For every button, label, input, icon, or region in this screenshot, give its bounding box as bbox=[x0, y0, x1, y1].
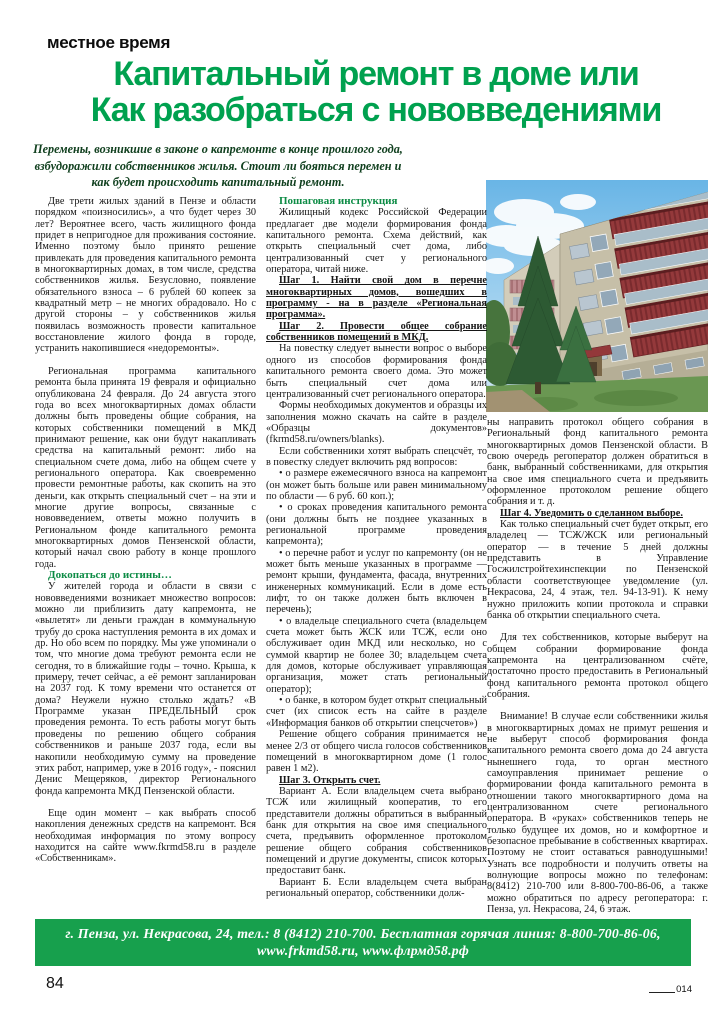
column-1 bbox=[35, 196, 256, 865]
building-photo-illustration bbox=[486, 180, 708, 412]
page-number-left: 84 bbox=[46, 975, 64, 992]
paragraph: Формы необходимых документов и образцы их заполнения можно скачать на сайте в разделе «Образцы документов» (fkrmd58.ru/owners/blanks). bbox=[266, 400, 487, 446]
contact-line-address-phone: г. Пенза, ул. Некрасова, 24, тел.: 8 (8412) 210-700. Бесплатная горячая линия: 8-800-700-86-06, bbox=[65, 926, 661, 941]
page-number-right bbox=[649, 984, 692, 995]
step-2-heading: Шаг 2. Провести общее собрание собственников помещений в МКД. bbox=[266, 320, 487, 344]
bullet-item: • о владельце специального счета (владельцем счета может быть ЖСК или ТСЖ, если оно обслуживает один МКД или несколько, но с суммой квартир не более 30; владельцем счета для домов, которые обслуживает управляющая организация, может стать региональный оператор); bbox=[266, 615, 487, 695]
article-title-line2: Как разобраться с нововведениями bbox=[90, 91, 662, 129]
step-4-heading: Шаг 4. Уведомить о сделанном выборе. bbox=[500, 507, 683, 519]
column-3 bbox=[487, 417, 708, 915]
bullet-item: • о размере ежемесячного взноса на капремонт (он может быть больше или равен минимальному по области — 6 руб. 60 коп.); bbox=[266, 468, 487, 502]
contact-line-websites: www.frkmd58.ru, www.флрмд58.рф bbox=[257, 943, 469, 958]
step-1-heading: Шаг 1. Найти свой дом в перечне многоквартирных домов, вошедших в программу - на в разделе «Региональная программа». bbox=[266, 275, 487, 321]
section-kicker: местное время bbox=[47, 33, 171, 52]
section-heading-investigation: Докопаться до истины… bbox=[48, 569, 172, 581]
step-3-heading: Шаг 3. Открыть счет. bbox=[279, 774, 381, 786]
paragraph: Вариант Б. Если владельцем счета выбран региональный оператор, собственники долж- bbox=[266, 876, 487, 899]
paragraph: Если собственники хотят выбрать спецсчёт, то в повестку следует включить ряд вопросов: bbox=[266, 445, 487, 468]
page-number-rule bbox=[649, 992, 675, 993]
contact-info-bar bbox=[35, 919, 691, 966]
paragraph: Две трети жилых зданий в Пензе и области порядком «поизносились», а что будет через 30 лет? Вероятнее всего, часть жилищного фонда придет в непригодное для проживания состояние. Именно поэтому было принято решение привлекать для проведения капитального ремонта в многоквартирных домах, в том числе, средства собственников жилья. Безусловно, появление обязательного взноса – 6 рублей 60 копеек за квадратный метр – не многих обрадовало. Но с другой стороны – у собственников жилья появилась возможность провести капитальное восстановление жилого фонда в городе, устранить накопившиеся «недоремонты». bbox=[35, 196, 256, 355]
building-photo bbox=[486, 180, 708, 412]
paragraph: Вариант А. Если владельцем счета выбрано ТСЖ или жилищный кооператив, то его представители должны обратиться в выбранный банк для открытия на свое имя специального счета, предъявить оформленное протоколом решение общего собрания собственников помещений и другие документы, список которых предоставит банк. bbox=[266, 785, 487, 877]
section-heading-instructions: Пошаговая инструкция bbox=[279, 195, 398, 207]
paragraph: Для тех собственников, которые выберут на общем собрании формирование фонда капремонта на централизованном счёте, достаточно просто предоставить в Региональный фонд капитального ремонта протокол общего собрания. bbox=[487, 632, 708, 700]
paragraph: Жилищный кодекс Российской Федерации предлагает две модели формирования фонда капитального ремонта. Схема действий, как открыть специальный счет дома, либо централизованный счет у регионального оператора, читай ниже. bbox=[266, 207, 487, 276]
paragraph: Как только специальный счет будет открыт, его владелец — ТСЖ/ЖСК или региональный оператор — в течение 5 дней должны представить в Управление Госжилстройтехинспекции по Пензенской области соответствующее уведомление (ул. Некрасова, 24, 4 этаж, тел. 94-13-91). К нему нужно приложить копии протокола и справки банка об открытии специального счета. bbox=[487, 519, 708, 621]
bullet-item: • о перечне работ и услуг по капремонту (он не может быть меньше указанных в программе — ремонт крыши, фундамента, фасада, внутренних инженерных коммуникаций. Если в доме есть лифт, то он также должен быть включен в перечень); bbox=[266, 547, 487, 616]
paragraph: Внимание! В случае если собственники жилья в многоквартирных домах не примут решения и не выберут способ формирования фонда капитального ремонта своего дома до 24 августа нынешнего года, то орган местного самоуправления принимает решение о формировании фонда капитального ремонта в отношении такого многоквартирного дома на централизованном счете регионального оператора. В «руках» собственников теперь не только будущее их домов, но и комфортное и безопасное пребывание в собственных квартирах. Поэтому не стоит оставаться равнодушными! Узнать все подробности и получить ответы на волнующие вопросы можно по телефонам: 8(8412) 210-700 или 8-800-700-86-06, а также можно обратиться по адресу регоператора: г. Пенза, ул. Некрасова, 24, 6 этаж. bbox=[487, 711, 708, 916]
paragraph: У жителей города и области в связи с нововведениями возникает множество вопросов: можно ли приблизить дату капремонта, не «вылетят» ли деньги граждан в коммунальную трубу до срока наступления ремонта в их домах и др. Но обо всем по порядку. Мы уже упоминали о том, что многие дома требуют ремонта если не сегодня, то в ближайшие годы – точно. Крыша, к примеру, течет сейчас, а её ремонт запланирован на 2037 год. К тому времени что останется от дома? Неужели нужно столько ждать? «В Программе указан ПРЕДЕЛЬНЫЙ срок проведения ремонта. То есть работы могут быть проведены по решению общего собрания собственников и раньше 2037 года, если вы накопили необходимую сумму на проведение этих работ, например, уже в 2016 году», - пояснил Денис Мещеряков, директор Регионального фонда капремонта МКД Пензенской области. bbox=[35, 581, 256, 797]
article-title-line1: Капитальный ремонт в доме или bbox=[113, 55, 639, 93]
bullet-item: • о сроках проведения капитального ремонта (они должны быть не позднее указанных в региональной программе проведения капремонта); bbox=[266, 502, 487, 548]
paragraph: Региональная программа капитального ремонта была принята 19 февраля и официально опубликована 24 февраля. До 24 августа этого года во всех многоквартирных домах области должны быть проведены общие собрания, на которых собственники помещений в МКД принимают решение, как они будут накапливать средства на капитальный ремонт: либо на специальном счете дома, либо на общем счете у регионального оператора. Как своевременно провести ремонтные работы, как скопить на это деньги, как открыть специальный счет – на эти и многие другие вопросы, связанные с нововведением, ответы можно получить в Региональном фонде капитального ремонта многоквартирных домов Пензенской области, который начал свою работу в конце прошлого года. bbox=[35, 365, 256, 570]
paragraph: ны направить протокол общего собрания в Региональный фонд капитального ремонта многоквартирных домов Пензенской области. В свою очередь регоператор должен обратиться в банк, выбранный собственниками, для открытия на свое имя специального счета и предъявить оформленное протоколом решение общего собрания и т. д. bbox=[487, 417, 708, 508]
column-2 bbox=[266, 196, 487, 899]
article-title bbox=[40, 56, 712, 128]
article-lead: Перемены, возникшие в законе о капремонте в конце прошлого года, взбудоражили собственников жилья. Стоит ли бояться перемен и как будет происходить капитальный ремонт. bbox=[33, 142, 403, 189]
page-number-right-value: 014 bbox=[676, 984, 692, 995]
bullet-item: • о банке, в котором будет открыт специальный счет (их список есть на сайте в разделе «Информация банков об открытии спецсчетов») bbox=[266, 695, 487, 729]
paragraph: На повестку следует вынести вопрос о выборе одного из способов формирования фонда капитального ремонта своего дома. Это может быть специальный счет дома или централизованный счет регионального оператора. bbox=[266, 343, 487, 400]
paragraph: Решение общего собрания принимается не менее 2/3 от общего числа голосов собственников помещений в многоквартирном доме (1 голос равен 1 м2). bbox=[266, 729, 487, 775]
paragraph: Еще один момент – как выбрать способ накопления денежных средств на капремонт. Вся необходимая информация по этому вопросу находится на сайте www.fkrmd58.ru в разделе «Собственникам». bbox=[35, 807, 256, 865]
